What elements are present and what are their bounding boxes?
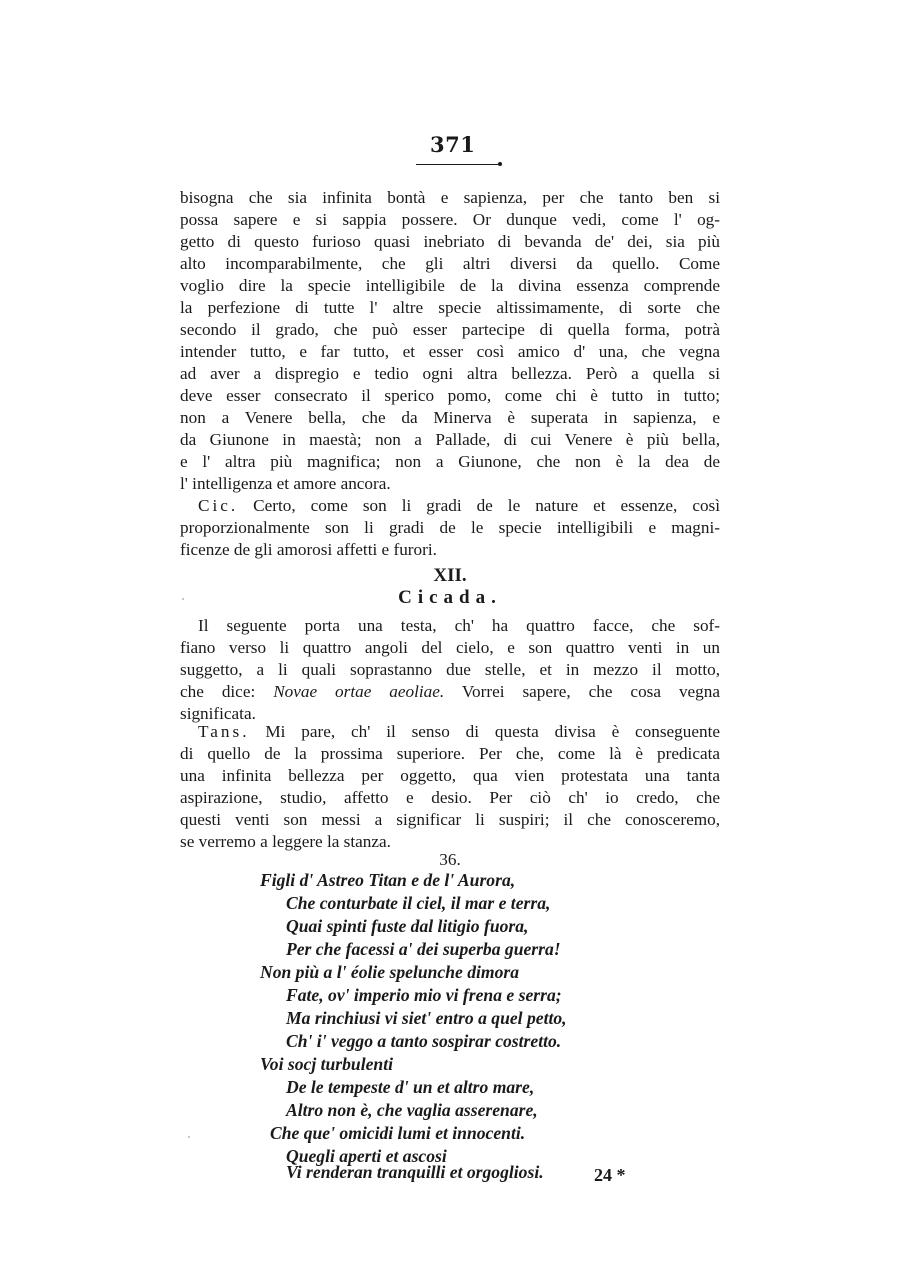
section-title: Cicada.: [398, 587, 502, 608]
paper-speck: [182, 598, 184, 600]
poem-line: Ch' i' veggo a tanto sospirar costretto.: [286, 1031, 562, 1051]
signature-mark: 24 *: [594, 1165, 626, 1185]
page-number: 371: [430, 132, 476, 157]
text-line: alto incomparabilmente, che gli altri diversi da quello. Come: [180, 254, 720, 273]
poem-line: Fate, ov' imperio mio vi frena e serra;: [286, 985, 562, 1005]
text-line: getto di questo furioso quasi inebriato di bevanda de' dei, sia più: [180, 232, 720, 251]
poem-line: Quai spinti fuste dal litigio fuora,: [286, 916, 529, 936]
speaker-label: Cic.: [198, 496, 239, 515]
poem-line: Che conturbate il ciel, il mar e terra,: [286, 893, 551, 913]
text-line: significata.: [180, 704, 256, 723]
text-line: fiano verso li quattro angoli del cielo, e son quattro venti in un: [180, 638, 720, 657]
text-line: una infinita bellezza per oggetto, qua vien protestata una tanta: [180, 766, 720, 785]
text-line: deve esser consecrato il sperico pomo, come chi è tutto in tutto;: [180, 386, 720, 405]
text-line: l' intelligenza et amore ancora.: [180, 474, 391, 493]
text-line: non a Venere bella, che da Minerva è superata in sapienza, e: [180, 408, 720, 427]
text-line: proporzionalmente son li gradi de le specie intelligibili e magni-: [180, 518, 720, 537]
poem-line: Figli d' Astreo Titan e de l' Aurora,: [260, 870, 516, 890]
text-line: ad aver a dispregio e tedio ogni altra bellezza. Però a quella si: [180, 364, 720, 383]
text-line: Tans. Mi pare, ch' il senso di questa divisa è conseguente: [198, 722, 720, 741]
text-line: Cic. Certo, come son li gradi de le nature et essenze, così: [198, 496, 721, 515]
text-line: ficenze de gli amorosi affetti e furori.: [180, 540, 437, 559]
text-line: Il seguente porta una testa, ch' ha quattro facce, che sof-: [198, 616, 720, 635]
text-line: da Giunone in maestà; non a Pallade, di cui Venere è più bella,: [180, 430, 720, 449]
text-line: possa sapere e si sappia possere. Or dunque vedi, come l' og-: [180, 210, 720, 229]
text-line: e l' altra più magnifica; non a Giunone, che non è la dea de: [180, 452, 720, 471]
text-line: questi venti son messi a significar li suspiri; il che conosceremo,: [180, 810, 720, 829]
motto: Novae ortae aeoliae.: [273, 682, 445, 701]
poem-line: Vi renderan tranquilli et orgogliosi.: [286, 1162, 544, 1182]
poem-line: Che que' omicidi lumi et innocenti.: [270, 1123, 526, 1143]
poem-line: Ma rinchiusi vi siet' entro a quel petto,: [286, 1008, 567, 1028]
text-line: la perfezione di tutte l' altre specie altissimamente, di sorte che: [180, 298, 720, 317]
text-line: secondo il grado, che può esser partecipe di quella forma, potrà: [180, 320, 720, 339]
poem-line: Quegli aperti et ascosi: [286, 1146, 447, 1166]
section-numeral: XII.: [433, 565, 467, 586]
header-rule: [416, 164, 498, 165]
speaker-label: Tans.: [198, 722, 250, 741]
poem-line: De le tempeste d' un et altro mare,: [286, 1077, 535, 1097]
text-line: bisogna che sia infinita bontà e sapienza, per che tanto ben si: [180, 188, 720, 207]
text-line: suggetto, a li quali soprastanno due stelle, et in mezzo il motto,: [180, 660, 720, 679]
poem-line: Per che facessi a' dei superba guerra!: [286, 939, 561, 959]
text-line: voglio dire la specie intelligibile de la divina essenza comprende: [180, 276, 720, 295]
stanza-number: 36.: [439, 850, 461, 869]
poem-line: Non più a l' éolie spelunche dimora: [260, 962, 520, 982]
text-line: che dice: Novae ortae aeoliae. Vorrei sapere, che cosa vegna: [180, 682, 720, 701]
text-line: se verremo a leggere la stanza.: [180, 832, 391, 851]
poem-line: Voi socj turbulenti: [260, 1054, 393, 1074]
text-line: intender tutto, e far tutto, et esser così amico d' una, che vegna: [180, 342, 720, 361]
text-line: di quello de la prossima superiore. Per che, come là è predicata: [180, 744, 720, 763]
poem-line: Altro non è, che vaglia asserenare,: [286, 1100, 538, 1120]
text-line: aspirazione, studio, affetto e desio. Per ciò ch' io credo, che: [180, 788, 720, 807]
paper-speck: [188, 1136, 190, 1138]
